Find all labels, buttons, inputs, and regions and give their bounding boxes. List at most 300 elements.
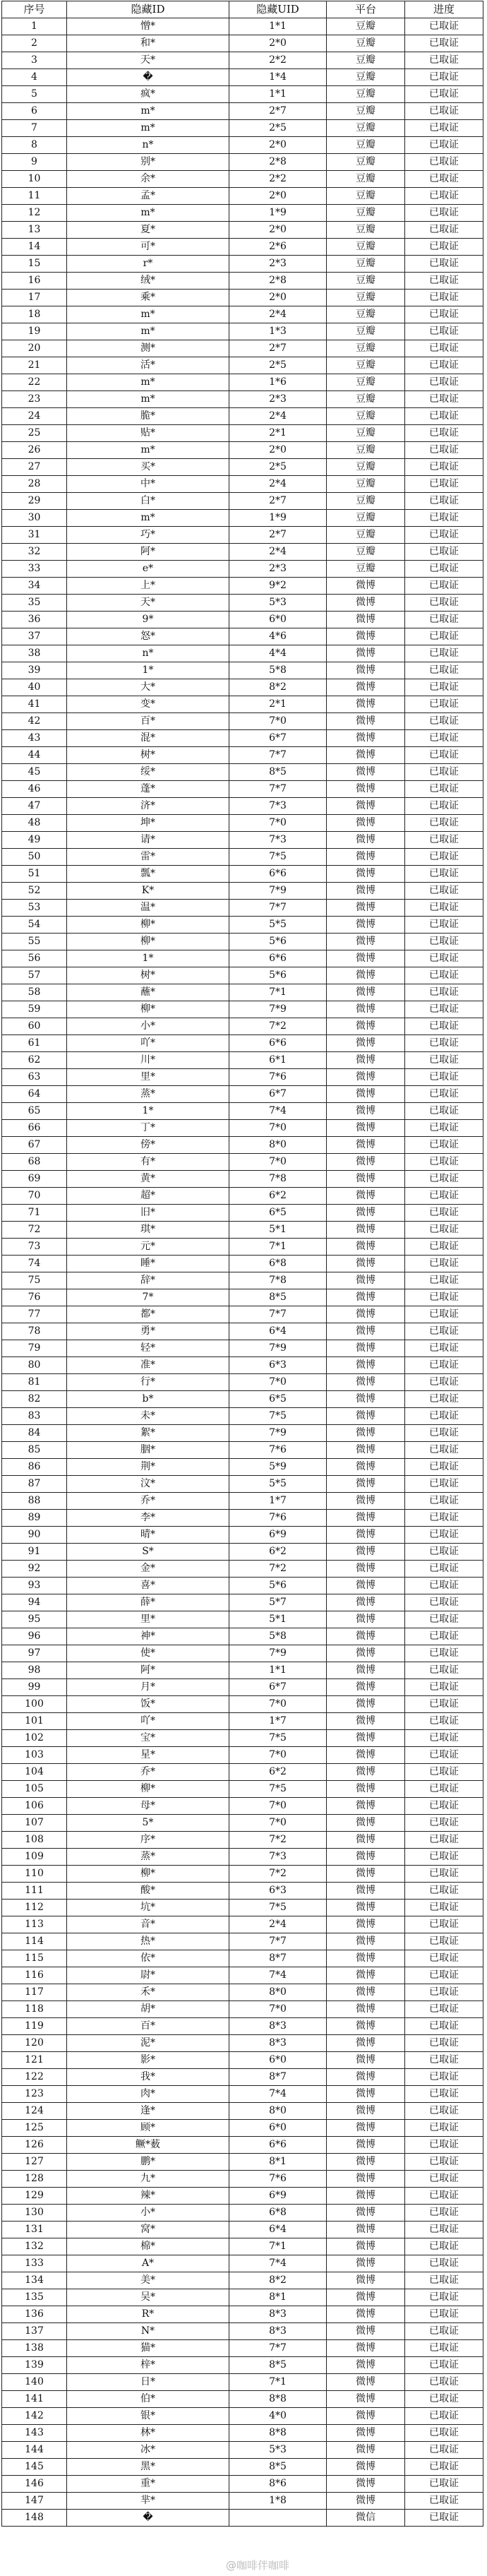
table-row [2,1645,483,1662]
cell-progress: 已取证 [405,2493,483,2510]
cell-hidden-uid: 2*8 [229,273,327,290]
table-row [2,544,483,561]
cell-hidden-id: 瓢* [67,866,229,883]
cell-platform: 微博 [327,2459,405,2476]
table-row [2,1306,483,1323]
cell-progress: 已取证 [405,120,483,137]
cell-platform: 微博 [327,1561,405,1578]
table-row [2,1035,483,1052]
cell-hidden-uid: 7*2 [229,1561,327,1578]
table-row [2,2323,483,2340]
cell-progress: 已取证 [405,188,483,205]
cell-hidden-uid: 8*8 [229,2425,327,2442]
table-row [2,2459,483,2476]
cell-seq: 115 [2,1950,67,1967]
cell-hidden-uid: 7*9 [229,1425,327,1442]
cell-progress: 已取证 [405,1628,483,1645]
table-row [2,1052,483,1069]
cell-progress: 已取证 [405,1018,483,1035]
cell-hidden-id: 雷* [67,849,229,866]
cell-seq: 81 [2,1374,67,1391]
cell-seq: 33 [2,561,67,578]
cell-hidden-uid: 7*0 [229,2001,327,2018]
cell-platform: 微博 [327,2052,405,2069]
cell-progress: 已取证 [405,459,483,476]
table-row [2,1493,483,1510]
cell-hidden-uid: 8*0 [229,1137,327,1154]
table-row [2,2510,483,2527]
cell-progress: 已取证 [405,544,483,561]
table-row [2,2001,483,2018]
cell-hidden-uid: 7*7 [229,1933,327,1950]
table-row [2,2238,483,2255]
cell-seq: 10 [2,171,67,188]
cell-platform: 微博 [327,578,405,595]
cell-hidden-uid: 2*5 [229,120,327,137]
table-row [2,1069,483,1086]
cell-seq: 116 [2,1967,67,1984]
cell-progress: 已取证 [405,2120,483,2137]
cell-platform: 微博 [327,2442,405,2459]
cell-platform: 微博 [327,595,405,612]
table-row [2,1239,483,1256]
cell-hidden-uid: 7*9 [229,1340,327,1357]
cell-platform: 微博 [327,2493,405,2510]
cell-hidden-uid: 8*6 [229,2476,327,2493]
cell-hidden-id: 影* [67,2052,229,2069]
cell-platform: 微博 [327,1103,405,1120]
cell-hidden-id: m* [67,391,229,408]
cell-platform: 微博 [327,1832,405,1849]
cell-progress: 已取证 [405,1747,483,1764]
cell-hidden-uid: 5*6 [229,934,327,950]
cell-seq: 51 [2,866,67,883]
cell-seq: 90 [2,1527,67,1544]
cell-platform: 微博 [327,1967,405,1984]
cell-platform: 微博 [327,2018,405,2035]
cell-seq: 23 [2,391,67,408]
cell-platform: 微博 [327,1442,405,1459]
cell-progress: 已取证 [405,1340,483,1357]
cell-progress: 已取证 [405,340,483,357]
header-progress: 进度 [405,1,483,18]
cell-seq: 7 [2,120,67,137]
table-row [2,1764,483,1781]
cell-progress: 已取证 [405,1171,483,1188]
table-row [2,1611,483,1628]
cell-seq: 135 [2,2289,67,2306]
cell-hidden-id: 脆* [67,408,229,425]
cell-progress: 已取证 [405,561,483,578]
cell-progress: 已取证 [405,2510,483,2527]
cell-hidden-id: 伯* [67,2391,229,2408]
cell-hidden-uid: 7*2 [229,1832,327,1849]
cell-seq: 58 [2,984,67,1001]
cell-platform: 微博 [327,798,405,815]
cell-platform: 微博 [327,2205,405,2222]
cell-hidden-uid: 6*2 [229,1544,327,1561]
cell-hidden-id: R* [67,2306,229,2323]
cell-platform: 微博 [327,781,405,798]
table-row [2,713,483,730]
evidence-table [1,1,483,2527]
cell-seq: 137 [2,2323,67,2340]
table-row [2,1900,483,1916]
cell-platform: 微博 [327,2255,405,2272]
table-row [2,52,483,69]
cell-hidden-id: 猫* [67,2340,229,2357]
cell-progress: 已取证 [405,1933,483,1950]
cell-seq: 70 [2,1188,67,1205]
cell-hidden-id: 傍* [67,1137,229,1154]
cell-hidden-uid: 8*2 [229,2272,327,2289]
cell-progress: 已取证 [405,1357,483,1374]
cell-progress: 已取证 [405,442,483,459]
cell-platform: 微博 [327,1052,405,1069]
cell-hidden-id: 荆* [67,1459,229,1476]
cell-progress: 已取证 [405,1883,483,1900]
table-row [2,2086,483,2103]
cell-platform: 微博 [327,849,405,866]
cell-seq: 91 [2,1544,67,1561]
cell-hidden-id: 蓬* [67,781,229,798]
cell-hidden-id: 9* [67,612,229,628]
cell-seq: 61 [2,1035,67,1052]
cell-hidden-id: 天* [67,595,229,612]
cell-hidden-uid: 7*1 [229,2238,327,2255]
table-row [2,239,483,256]
cell-progress: 已取证 [405,1679,483,1696]
cell-hidden-uid: 2*7 [229,340,327,357]
cell-hidden-uid: 7*7 [229,900,327,917]
cell-hidden-id: 阿* [67,1662,229,1679]
cell-hidden-uid: 9*2 [229,578,327,595]
cell-hidden-id: 超* [67,1188,229,1205]
cell-platform: 豆瓣 [327,459,405,476]
cell-hidden-uid: 8*1 [229,2154,327,2171]
cell-seq: 44 [2,747,67,764]
cell-progress: 已取证 [405,713,483,730]
cell-progress: 已取证 [405,1645,483,1662]
table-row [2,1594,483,1611]
cell-progress: 已取证 [405,1154,483,1171]
cell-hidden-uid: 7*6 [229,2171,327,2188]
cell-platform: 豆瓣 [327,256,405,273]
cell-hidden-id: 中* [67,476,229,493]
cell-seq: 117 [2,1984,67,2001]
table-row [2,1933,483,1950]
cell-platform: 微博 [327,2272,405,2289]
cell-seq: 47 [2,798,67,815]
cell-hidden-uid: 5*5 [229,1476,327,1493]
cell-progress: 已取证 [405,256,483,273]
table-row [2,1171,483,1188]
cell-hidden-id: 喜* [67,1578,229,1594]
cell-progress: 已取证 [405,52,483,69]
cell-seq: 145 [2,2459,67,2476]
cell-hidden-id: 九* [67,2171,229,2188]
cell-progress: 已取证 [405,1950,483,1967]
table-row [2,273,483,290]
cell-hidden-id: 月* [67,1679,229,1696]
table-row [2,815,483,832]
cell-progress: 已取证 [405,2391,483,2408]
cell-progress: 已取证 [405,222,483,239]
cell-seq: 77 [2,1306,67,1323]
cell-seq: 127 [2,2154,67,2171]
cell-hidden-uid: 6*9 [229,2188,327,2205]
cell-hidden-uid: 8*3 [229,2035,327,2052]
cell-progress: 已取证 [405,391,483,408]
cell-progress: 已取证 [405,2205,483,2222]
cell-hidden-id: 重* [67,2476,229,2493]
cell-seq: 93 [2,1578,67,1594]
cell-platform: 微博 [327,1578,405,1594]
cell-seq: 5 [2,86,67,103]
cell-seq: 102 [2,1730,67,1747]
cell-progress: 已取证 [405,578,483,595]
cell-hidden-uid: 2*0 [229,137,327,154]
cell-hidden-id: r* [67,256,229,273]
cell-hidden-id: 酸* [67,1883,229,1900]
cell-platform: 微博 [327,1713,405,1730]
cell-progress: 已取证 [405,679,483,696]
cell-platform: 微博 [327,1866,405,1883]
table-row [2,2052,483,2069]
cell-seq: 95 [2,1611,67,1628]
cell-hidden-id: 睡* [67,1256,229,1272]
cell-hidden-id: 活* [67,357,229,374]
cell-seq: 122 [2,2069,67,2086]
cell-hidden-id: 汶* [67,1476,229,1493]
cell-platform: 微博 [327,1357,405,1374]
cell-progress: 已取证 [405,950,483,967]
cell-hidden-uid: 6*6 [229,950,327,967]
cell-progress: 已取证 [405,2018,483,2035]
cell-hidden-uid: 2*0 [229,188,327,205]
cell-progress: 已取证 [405,595,483,612]
table-row [2,188,483,205]
cell-progress: 已取证 [405,2340,483,2357]
cell-progress: 已取证 [405,2069,483,2086]
cell-hidden-uid: 6*5 [229,1205,327,1222]
cell-progress: 已取证 [405,374,483,391]
cell-hidden-id: 树* [67,967,229,984]
table-row [2,1137,483,1154]
cell-seq: 63 [2,1069,67,1086]
cell-seq: 113 [2,1916,67,1933]
cell-seq: 55 [2,934,67,950]
cell-seq: 41 [2,696,67,713]
cell-hidden-uid: 5*9 [229,1459,327,1476]
cell-seq: 130 [2,2205,67,2222]
table-row [2,425,483,442]
cell-platform: 微博 [327,815,405,832]
cell-hidden-id: 絮* [67,1425,229,1442]
cell-seq: 87 [2,1476,67,1493]
cell-seq: 136 [2,2306,67,2323]
cell-hidden-uid: 1*7 [229,1713,327,1730]
table-row [2,459,483,476]
cell-hidden-id: 柳* [67,1781,229,1798]
cell-hidden-uid: 7*2 [229,1866,327,1883]
cell-platform: 豆瓣 [327,527,405,544]
cell-seq: 18 [2,306,67,323]
cell-platform: 微博 [327,1256,405,1272]
table-row [2,1527,483,1544]
table-row [2,781,483,798]
cell-progress: 已取证 [405,628,483,645]
cell-seq: 141 [2,2391,67,2408]
cell-progress: 已取证 [405,1611,483,1628]
cell-hidden-uid: 5*5 [229,917,327,934]
cell-hidden-uid: 6*7 [229,730,327,747]
cell-progress: 已取证 [405,984,483,1001]
table-row [2,1679,483,1696]
cell-hidden-uid: 7*0 [229,815,327,832]
table-row [2,1323,483,1340]
cell-progress: 已取证 [405,1849,483,1866]
cell-platform: 微博 [327,1289,405,1306]
table-row [2,1222,483,1239]
cell-platform: 豆瓣 [327,18,405,35]
cell-hidden-id: 神* [67,1628,229,1645]
cell-hidden-uid: 1*9 [229,510,327,527]
cell-platform: 微博 [327,1950,405,1967]
cell-hidden-id: b* [67,1391,229,1408]
cell-hidden-id: m* [67,306,229,323]
cell-progress: 已取证 [405,1137,483,1154]
cell-hidden-uid: 6*0 [229,2120,327,2137]
table-row [2,1272,483,1289]
cell-seq: 45 [2,764,67,781]
cell-platform: 微博 [327,2086,405,2103]
cell-seq: 9 [2,154,67,171]
table-row [2,2272,483,2289]
cell-platform: 微博 [327,1306,405,1323]
cell-hidden-uid: 7*6 [229,1442,327,1459]
table-row [2,679,483,696]
cell-progress: 已取证 [405,2035,483,2052]
cell-hidden-uid: 7*0 [229,1747,327,1764]
cell-hidden-uid: 7*5 [229,1900,327,1916]
table-row [2,1018,483,1035]
cell-hidden-uid: 6*7 [229,1679,327,1696]
cell-platform: 微博 [327,730,405,747]
cell-seq: 79 [2,1340,67,1357]
cell-seq: 148 [2,2510,67,2527]
cell-progress: 已取证 [405,2238,483,2255]
cell-progress: 已取证 [405,2425,483,2442]
cell-hidden-uid: 6*8 [229,2205,327,2222]
cell-platform: 微博 [327,2357,405,2374]
cell-platform: 微博 [327,2340,405,2357]
cell-hidden-uid: 7*7 [229,781,327,798]
cell-hidden-id: 7* [67,1289,229,1306]
cell-progress: 已取证 [405,2137,483,2154]
table-row [2,747,483,764]
cell-platform: 微博 [327,645,405,662]
table-row [2,442,483,459]
cell-hidden-id: 小* [67,2205,229,2222]
cell-platform: 微博 [327,1374,405,1391]
cell-hidden-uid: 8*3 [229,2323,327,2340]
cell-seq: 54 [2,917,67,934]
cell-seq: 35 [2,595,67,612]
table-row [2,1425,483,1442]
cell-progress: 已取证 [405,493,483,510]
table-row [2,408,483,425]
cell-seq: 80 [2,1357,67,1374]
cell-progress: 已取证 [405,1781,483,1798]
table-row [2,883,483,900]
table-row [2,2103,483,2120]
cell-progress: 已取证 [405,1442,483,1459]
cell-hidden-id: 林* [67,2425,229,2442]
cell-progress: 已取证 [405,1001,483,1018]
cell-progress: 已取证 [405,1730,483,1747]
cell-seq: 110 [2,1866,67,1883]
cell-platform: 微博 [327,2476,405,2493]
cell-hidden-uid: 2*7 [229,493,327,510]
cell-hidden-uid: 8*3 [229,2018,327,2035]
cell-hidden-uid: 8*0 [229,1984,327,2001]
cell-hidden-uid: 4*6 [229,628,327,645]
cell-progress: 已取证 [405,849,483,866]
cell-seq: 69 [2,1171,67,1188]
cell-progress: 已取证 [405,1713,483,1730]
cell-hidden-uid: 7*0 [229,1374,327,1391]
cell-seq: 38 [2,645,67,662]
cell-hidden-id: m* [67,120,229,137]
cell-seq: 50 [2,849,67,866]
cell-hidden-uid: 7*0 [229,1798,327,1815]
cell-hidden-id: 柳* [67,1866,229,1883]
cell-hidden-uid: 2*8 [229,154,327,171]
cell-platform: 微博 [327,1916,405,1933]
cell-platform: 豆瓣 [327,323,405,340]
table-row [2,730,483,747]
cell-seq: 52 [2,883,67,900]
cell-platform: 微博 [327,1747,405,1764]
cell-hidden-id: 热* [67,1933,229,1950]
cell-hidden-id: 坑* [67,1900,229,1916]
table-row [2,2476,483,2493]
cell-platform: 豆瓣 [327,408,405,425]
cell-platform: 微博 [327,1849,405,1866]
table-row [2,561,483,578]
cell-progress: 已取证 [405,171,483,188]
cell-seq: 108 [2,1832,67,1849]
cell-hidden-uid: 8*5 [229,2357,327,2374]
table-row [2,1628,483,1645]
table-row [2,2289,483,2306]
cell-hidden-id: � [67,69,229,86]
cell-hidden-id: 坤* [67,815,229,832]
cell-hidden-uid: 2*0 [229,222,327,239]
cell-seq: 30 [2,510,67,527]
table-body [2,18,483,2527]
header-platform: 平台 [327,1,405,18]
cell-hidden-id: 李* [67,1510,229,1527]
cell-hidden-id: 1* [67,662,229,679]
cell-hidden-uid: 7*7 [229,2340,327,2357]
cell-platform: 豆瓣 [327,205,405,222]
cell-seq: 107 [2,1815,67,1832]
cell-platform: 微博 [327,1544,405,1561]
cell-platform: 微博 [327,917,405,934]
cell-platform: 微博 [327,2188,405,2205]
